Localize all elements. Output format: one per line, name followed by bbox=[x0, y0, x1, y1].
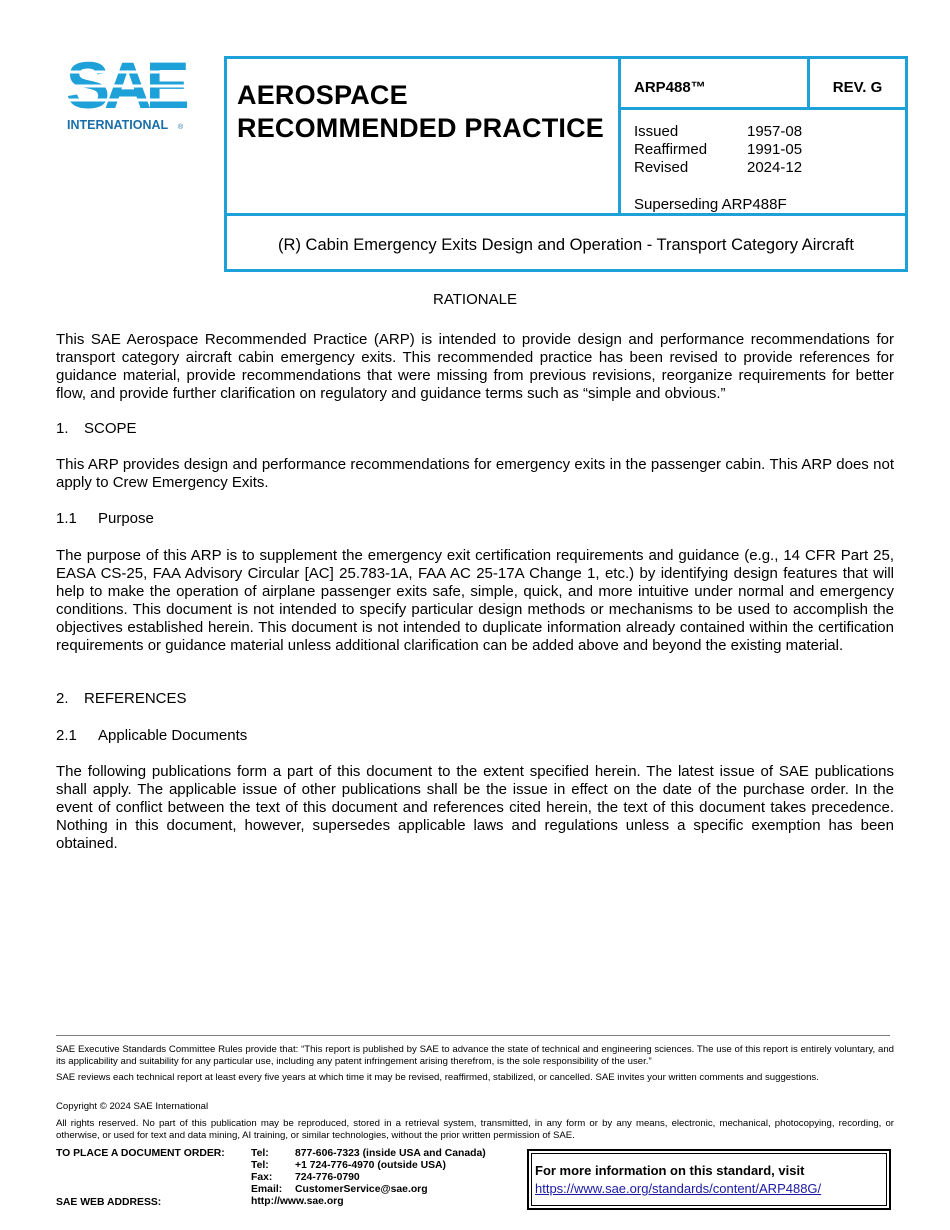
section-1-1-heading bbox=[56, 510, 154, 527]
applicable-documents-paragraph: The following publications form a part of this document to the extent specified herein. The latest issue of SAE publications shall apply. The applicable issue of other publications shall be the issue in effect on the date of the purchase order. In the event of conflict between the text of this document and references cited herein, the text of this document takes precedence. Nothing in this document, however, supersedes applicable laws and regulations unless a specific exemption has been obtained. bbox=[56, 763, 894, 852]
rationale-heading: RATIONALE bbox=[433, 291, 517, 308]
rationale-paragraph: This SAE Aerospace Recommended Practice (ARP) is intended to provide design and performance recommendations for transport category aircraft cabin emergency exits. This recommended practice has been revised to provide references for guidance material, provide recommendations that were missing from previous revisions, reorganize requirements for better flow, and provide further clarification on regulatory and guidance terms such as “simple and obvious.” bbox=[56, 331, 894, 402]
section-title: Applicable Documents bbox=[98, 727, 248, 744]
superseding-note: Superseding ARP488F bbox=[634, 196, 787, 213]
contact-key: Email: bbox=[251, 1184, 283, 1195]
date-label: Reaffirmed bbox=[634, 141, 708, 158]
date-value: 1957-08 bbox=[747, 123, 803, 140]
title-line-1: AEROSPACE bbox=[237, 80, 408, 110]
order-label: TO PLACE A DOCUMENT ORDER: bbox=[56, 1148, 225, 1159]
review-text: SAE reviews each technical report at least every five years at which time it may be revised, reaffirmed, stabilized, or cancelled. SAE invites your written comments and suggestions. bbox=[56, 1072, 819, 1083]
footer-divider bbox=[56, 1035, 890, 1036]
scope-paragraph: This ARP provides design and performance recommendations for emergency exits in the passenger cabin. This ARP does not apply to Crew Emergency Exits. bbox=[56, 456, 894, 491]
section-title: REFERENCES bbox=[84, 690, 187, 707]
date-value: 2024-12 bbox=[747, 159, 803, 176]
contact-row bbox=[251, 1160, 486, 1172]
date-row-reaffirmed bbox=[634, 141, 802, 159]
header-title-box bbox=[224, 56, 621, 216]
title-line-2: RECOMMENDED PRACTICE bbox=[237, 113, 605, 143]
document-type-title bbox=[237, 79, 604, 145]
dates-list bbox=[634, 123, 802, 177]
copyright-text: Copyright © 2024 SAE International bbox=[56, 1101, 209, 1112]
contact-list bbox=[251, 1148, 486, 1208]
date-value: 1991-05 bbox=[747, 141, 803, 158]
section-number: 1.1 bbox=[56, 510, 77, 527]
revision: REV. G bbox=[832, 79, 883, 96]
subtitle-box bbox=[224, 213, 908, 272]
contact-row bbox=[251, 1196, 486, 1208]
contact-row bbox=[251, 1172, 486, 1184]
contact-email[interactable]: CustomerService@sae.org bbox=[295, 1184, 428, 1195]
sae-logo-mark bbox=[66, 54, 191, 134]
section-number: 2. bbox=[56, 690, 69, 707]
date-label: Issued bbox=[634, 123, 679, 140]
web-address-label: SAE WEB ADDRESS: bbox=[56, 1197, 162, 1208]
rights-text: All rights reserved. No part of this publication may be reproduced, stored in a retrieval system, transmitted, in any form or by any means, electronic, mechanical, photocopying, recording, or otherwise, or used for text and data mining, AI training, or similar technologies, without the prior written permission of SAE. bbox=[56, 1118, 894, 1141]
section-2-1-heading bbox=[56, 727, 247, 744]
contact-key: Fax: bbox=[251, 1172, 273, 1183]
contact-row bbox=[251, 1184, 486, 1196]
contact-key: Tel: bbox=[251, 1160, 269, 1171]
contact-key: Tel: bbox=[251, 1148, 269, 1159]
more-info-text: For more information on this standard, visit bbox=[535, 1163, 805, 1178]
revision-box bbox=[807, 56, 908, 110]
section-1-heading bbox=[56, 420, 137, 437]
contact-row bbox=[251, 1148, 486, 1160]
section-2-heading bbox=[56, 690, 187, 707]
date-row-issued bbox=[634, 123, 802, 141]
section-title: Purpose bbox=[98, 510, 154, 527]
logo-subtext: INTERNATIONAL bbox=[67, 118, 169, 132]
doc-id-box bbox=[618, 56, 810, 110]
section-number: 2.1 bbox=[56, 727, 77, 744]
more-info-inner-border bbox=[531, 1153, 887, 1206]
section-number: 1. bbox=[56, 420, 69, 437]
purpose-paragraph: The purpose of this ARP is to supplement the emergency exit certification requirements and guidance (e.g., 14 CFR Part 25, EASA CS-25, FAA Advisory Circular [AC] 25.783-1A, FAA AC 25-17A Change 1, etc.) by identifying design features that will help to make the operation of airplane passenger exits safe, simple, quick, and more intuitive under normal and emergency conditions. This document is not intended to specify particular design methods or mechanisms to be used to accomplish the objectives established herein. This document is not intended to duplicate information already contained within the certification requirements or guidance material unless additional clarification can be added above and beyond the existing material. bbox=[56, 547, 894, 654]
logo-wordmark: SAE bbox=[66, 54, 184, 122]
sae-logo bbox=[66, 54, 191, 134]
date-label: Revised bbox=[634, 159, 689, 176]
date-row-revised bbox=[634, 159, 802, 177]
dates-box bbox=[618, 107, 908, 216]
contact-value: 724-776-0790 bbox=[295, 1172, 360, 1183]
more-info-box bbox=[527, 1149, 891, 1210]
doc-id: ARP488™ bbox=[634, 79, 706, 96]
web-address-link[interactable]: http://www.sae.org bbox=[251, 1196, 344, 1207]
section-title: SCOPE bbox=[84, 420, 137, 437]
committee-rules-text: SAE Executive Standards Committee Rules provide that: “This report is published by SAE to advance the state of technical and engineering sciences. The use of this report is entirely voluntary, and its applicability and suitability for any particular use, including any patent infringement arising therefrom, is the sole responsibility of the user.” bbox=[56, 1044, 894, 1067]
contact-value: 877-606-7323 (inside USA and Canada) bbox=[295, 1148, 486, 1159]
contact-value: +1 724-776-4970 (outside USA) bbox=[295, 1160, 447, 1171]
standard-link[interactable]: https://www.sae.org/standards/content/ARP488G/ bbox=[535, 1181, 822, 1196]
document-subtitle: (R) Cabin Emergency Exits Design and Operation - Transport Category Aircraft bbox=[278, 236, 854, 254]
logo-registered-mark: ® bbox=[178, 124, 184, 131]
